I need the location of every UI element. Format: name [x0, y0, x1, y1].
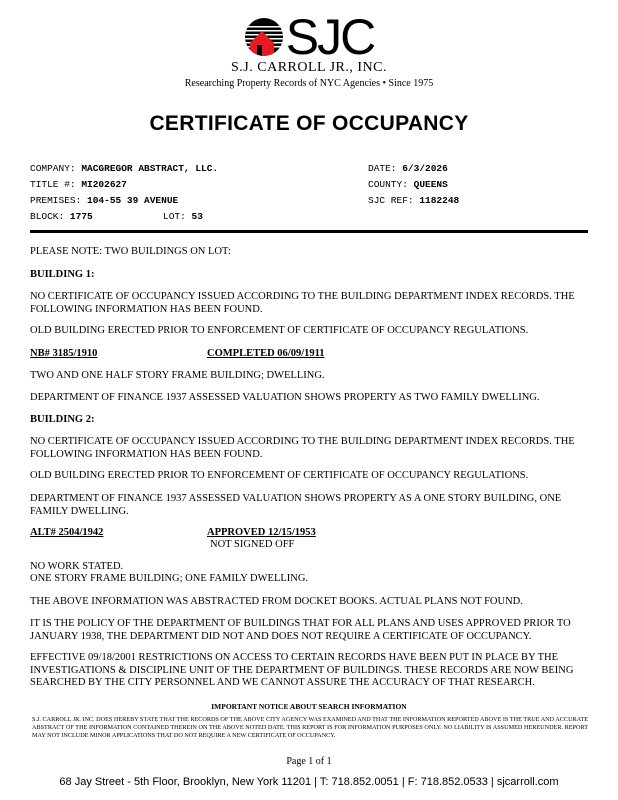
b2-paragraph-4: ONE STORY FRAME BUILDING; ONE FAMILY DWELLING.	[30, 573, 309, 584]
county-value: QUEENS	[413, 179, 448, 190]
letterhead	[0, 9, 618, 89]
block-row	[30, 211, 93, 222]
lot-label: LOT:	[163, 211, 186, 222]
b2-not-signed-off: NOT SIGNED OFF	[210, 539, 295, 550]
building-2-heading: BUILDING 2:	[30, 414, 95, 425]
block-value: 1775	[69, 211, 93, 222]
company-value: MACGREGOR ABSTRACT, LLC.	[81, 163, 219, 174]
sjc-ref-value: 1182248	[419, 195, 460, 206]
policy-paragraph: IT IS THE POLICY OF THE DEPARTMENT OF BUILDINGS THAT FOR ALL PLANS AND USES APPROVED PRIOR TO JANUARY 1938, THE DEPARTMENT DID NOT AND DOES NOT REQUIRE A CERTIFICATE OF OCCUPANCY.	[30, 618, 571, 642]
block-label: BLOCK:	[30, 211, 65, 222]
lot-value: 53	[191, 211, 203, 222]
county-label: COUNTY:	[368, 179, 408, 190]
company-row	[30, 163, 218, 174]
title-label: TITLE #:	[30, 179, 76, 190]
company-name: S.J. CARROLL JR., INC.	[231, 60, 387, 75]
building-1-heading: BUILDING 1:	[30, 269, 95, 280]
note-text: PLEASE NOTE: TWO BUILDINGS ON LOT:	[30, 246, 231, 257]
date-row	[368, 163, 448, 174]
notice-heading: IMPORTANT NOTICE ABOUT SEARCH INFORMATION	[211, 702, 407, 711]
premises-row	[30, 195, 178, 206]
house-globe-logo-icon	[244, 17, 284, 57]
b1-paragraph-3: TWO AND ONE HALF STORY FRAME BUILDING; DWELLING.	[30, 370, 325, 381]
title-value: MI202627	[81, 179, 127, 190]
county-row	[368, 179, 448, 190]
sjc-ref-row	[368, 195, 459, 206]
b1-nb-number: NB# 3185/1910	[30, 348, 98, 359]
footer-address: 68 Jay Street - 5th Floor, Brooklyn, New York 11201 | T: 718.852.0051 | F: 718.852.0533 | sjcarroll.com	[59, 776, 559, 788]
divider	[30, 230, 588, 233]
b2-approved: APPROVED 12/15/1953	[207, 527, 316, 538]
abstract-paragraph: THE ABOVE INFORMATION WAS ABSTRACTED FROM DOCKET BOOKS. ACTUAL PLANS NOT FOUND.	[30, 596, 523, 607]
premises-value: 104-55 39 AVENUE	[87, 195, 179, 206]
date-label: DATE:	[368, 163, 397, 174]
company-label: COMPANY:	[30, 163, 76, 174]
page-number: Page 1 of 1	[286, 756, 332, 767]
date-value: 6/3/2026	[402, 163, 448, 174]
b2-alt-number: ALT# 2504/1942	[30, 527, 104, 538]
document-title: CERTIFICATE OF OCCUPANCY	[149, 112, 469, 135]
b2-no-work-stated: NO WORK STATED.	[30, 561, 124, 572]
title-row	[30, 179, 127, 190]
b1-paragraph-4: DEPARTMENT OF FINANCE 1937 ASSESSED VALUATION SHOWS PROPERTY AS TWO FAMILY DWELLING.	[30, 392, 540, 403]
tagline: Researching Property Records of NYC Agencies • Since 1975	[184, 78, 434, 89]
b1-paragraph-2: OLD BUILDING ERECTED PRIOR TO ENFORCEMENT OF CERTIFICATE OF OCCUPANCY REGULATIONS.	[30, 325, 529, 336]
b1-paragraph-1: NO CERTIFICATE OF OCCUPANCY ISSUED ACCORDING TO THE BUILDING DEPARTMENT INDEX RECORDS. THE FOLLOWING INFORMATION HAS BEEN FOUND.	[30, 291, 575, 315]
premises-label: PREMISES:	[30, 195, 82, 206]
notice-text: S.J. CARROLL JR. INC. DOES HEREBY STATE THAT THE RECORDS OF THE ABOVE CITY AGENCY WAS EXAMINED AND THAT THE INFORMATION REPORTED ABOVE IS THE TRUE AND ACCURATE ABSTRACT OF THE INFORMATION CONTAINED THEREIN ON THE ABOVE NOTED DATE. THIS REPORT IS FOR INFORMATION PURPOSES ONLY. NO LIABILITY IS ASSUMED HEREUNDER. REPORT MAY NOT INCLUDE MINOR APPLICATIONS THAT DO NOT REQUIRE A NEW CERTIFICATE OF OCCUPANCY.	[32, 716, 588, 739]
b1-completed: COMPLETED 06/09/1911	[207, 348, 325, 359]
b2-paragraph-2: OLD BUILDING ERECTED PRIOR TO ENFORCEMENT OF CERTIFICATE OF OCCUPANCY REGULATIONS.	[30, 470, 529, 481]
logo	[0, 9, 618, 65]
sjc-ref-label: SJC REF:	[368, 195, 414, 206]
lot-row	[163, 211, 203, 222]
effective-paragraph: EFFECTIVE 09/18/2001 RESTRICTIONS ON ACCESS TO CERTAIN RECORDS HAVE BEEN PUT IN PLACE BY THE INVESTIGATIONS & DISCIPLINE UNIT OF THE DEPARTMENT OF BUILDINGS. THESE RECORDS ARE NOW BEING SEARCHED BY THE CITY PERSONNEL AND WE CANNOT ASSURE THE ACCURACY OF THAT RESEARCH.	[30, 652, 574, 688]
logo-text: SJC	[285, 9, 375, 65]
b2-paragraph-1: NO CERTIFICATE OF OCCUPANCY ISSUED ACCORDING TO THE BUILDING DEPARTMENT INDEX RECORDS. THE FOLLOWING INFORMATION HAS BEEN FOUND.	[30, 436, 575, 460]
b2-paragraph-3: DEPARTMENT OF FINANCE 1937 ASSESSED VALUATION SHOWS PROPERTY AS A ONE STORY BUILDING, ONE FAMILY DWELLING.	[30, 493, 562, 517]
